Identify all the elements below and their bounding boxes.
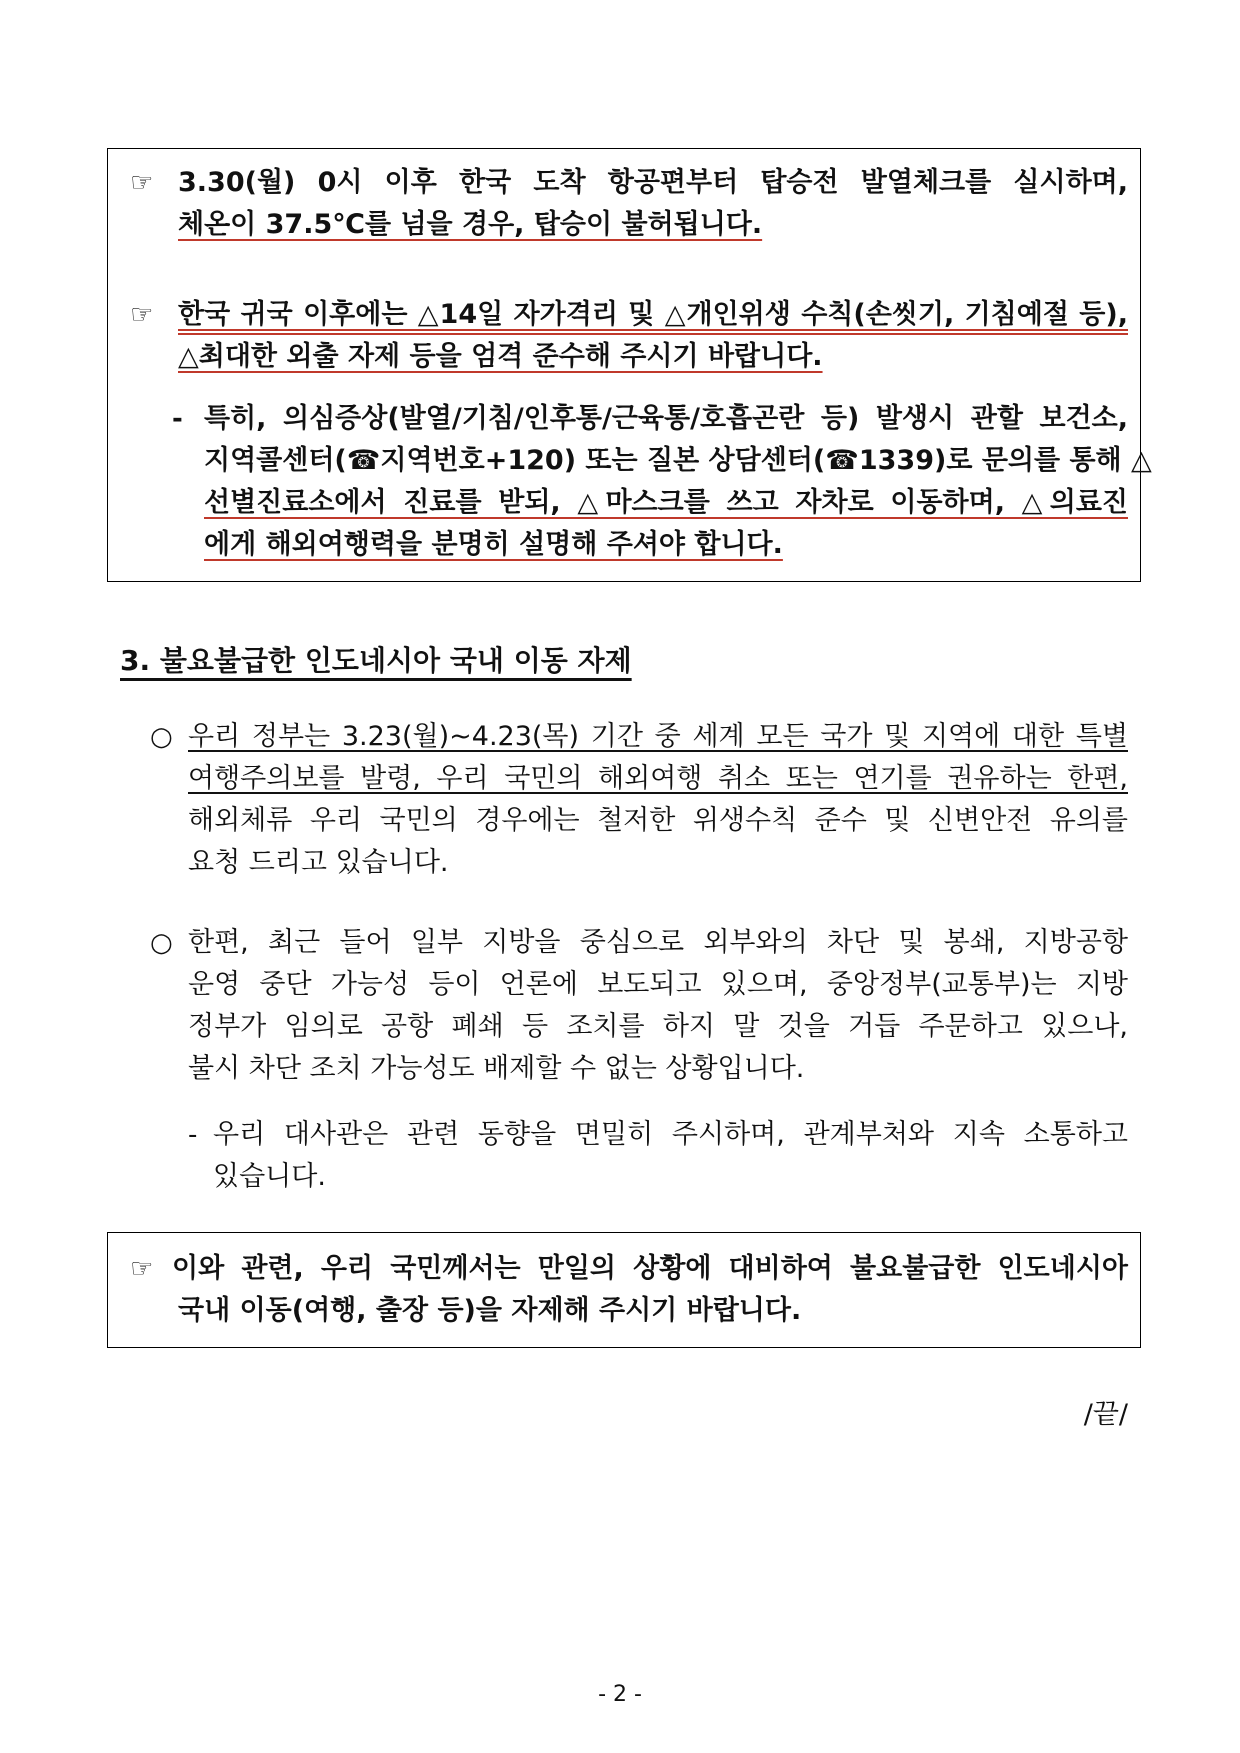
- notice2-sub-line-2: 지역콜센터(☎지역번호+120) 또는 질본 상담센터(☎1339)로 문의를 통해 △: [204, 445, 1152, 476]
- pointing-hand-icon: ☞: [130, 1254, 154, 1284]
- notice3-line-1: 이와 관련, 우리 국민께서는 만일의 상황에 대비하여 불요불급한 인도네시아: [172, 1253, 1128, 1284]
- para1-line-2: 여행주의보를 발령, 우리 국민의 해외여행 취소 또는 연기를 권유하는 한편,: [188, 763, 1128, 794]
- section-heading: 3. 불요불급한 인도네시아 국내 이동 자제: [120, 644, 632, 677]
- notice-box-3: [107, 1232, 1141, 1348]
- notice1-line-2: 체온이 37.5℃를 넘을 경우, 탑승이 불허됩니다.: [178, 209, 763, 240]
- notice2-sub-line-1: 특히, 의심증상(발열/기침/인후통/근육통/호흡곤란 등) 발생시 관할 보건소,: [204, 403, 1128, 434]
- circle-bullet: ○: [150, 928, 173, 958]
- notice2-sub-line-3: 선별진료소에서 진료를 받되, △마스크를 쓰고 자차로 이동하며, △의료진: [204, 487, 1128, 518]
- para2-sub-line-2: 있습니다.: [213, 1161, 326, 1192]
- para2-line-2: 운영 중단 가능성 등이 언론에 보도되고 있으며, 중앙정부(교통부)는 지방: [188, 969, 1128, 1000]
- pointing-hand-icon: ☞: [130, 168, 154, 198]
- notice2-line-2: △최대한 외출 자제 등을 엄격 준수해 주시기 바랍니다.: [178, 341, 823, 372]
- para1-line-4: 요청 드리고 있습니다.: [188, 847, 449, 878]
- notice2-sub-line-4: 에게 해외여행력을 분명히 설명해 주셔야 합니다.: [204, 529, 783, 560]
- notice2-line-1: 한국 귀국 이후에는 △14일 자가격리 및 △개인위생 수칙(손씻기, 기침예절 등),: [178, 299, 1128, 330]
- page-number: - 2 -: [598, 1682, 642, 1707]
- circle-bullet: ○: [150, 722, 173, 752]
- notice1-line-1: 3.30(월) 0시 이후 한국 도착 항공편부터 탑승전 발열체크를 실시하며,: [178, 167, 1128, 198]
- end-mark: /끝/: [1083, 1399, 1128, 1430]
- dash-bullet: -: [172, 404, 183, 434]
- notice3-line-2: 국내 이동(여행, 출장 등)을 자제해 주시기 바랍니다.: [178, 1295, 802, 1326]
- pointing-hand-icon: ☞: [130, 300, 154, 330]
- para2-line-3: 정부가 임의로 공항 폐쇄 등 조치를 하지 말 것을 거듭 주문하고 있으나,: [188, 1011, 1128, 1042]
- dash-bullet: -: [188, 1120, 198, 1150]
- para2-line-4: 불시 차단 조치 가능성도 배제할 수 없는 상황입니다.: [188, 1053, 805, 1084]
- para2-sub-line-1: 우리 대사관은 관련 동향을 면밀히 주시하며, 관계부처와 지속 소통하고: [213, 1119, 1128, 1150]
- para1-line-1: 우리 정부는 3.23(월)~4.23(목) 기간 중 세계 모든 국가 및 지역에 대한 특별: [188, 721, 1128, 752]
- para1-line-3: 해외체류 우리 국민의 경우에는 철저한 위생수칙 준수 및 신변안전 유의를: [188, 805, 1128, 836]
- para2-line-1: 한편, 최근 들어 일부 지방을 중심으로 외부와의 차단 및 봉쇄, 지방공항: [188, 927, 1128, 958]
